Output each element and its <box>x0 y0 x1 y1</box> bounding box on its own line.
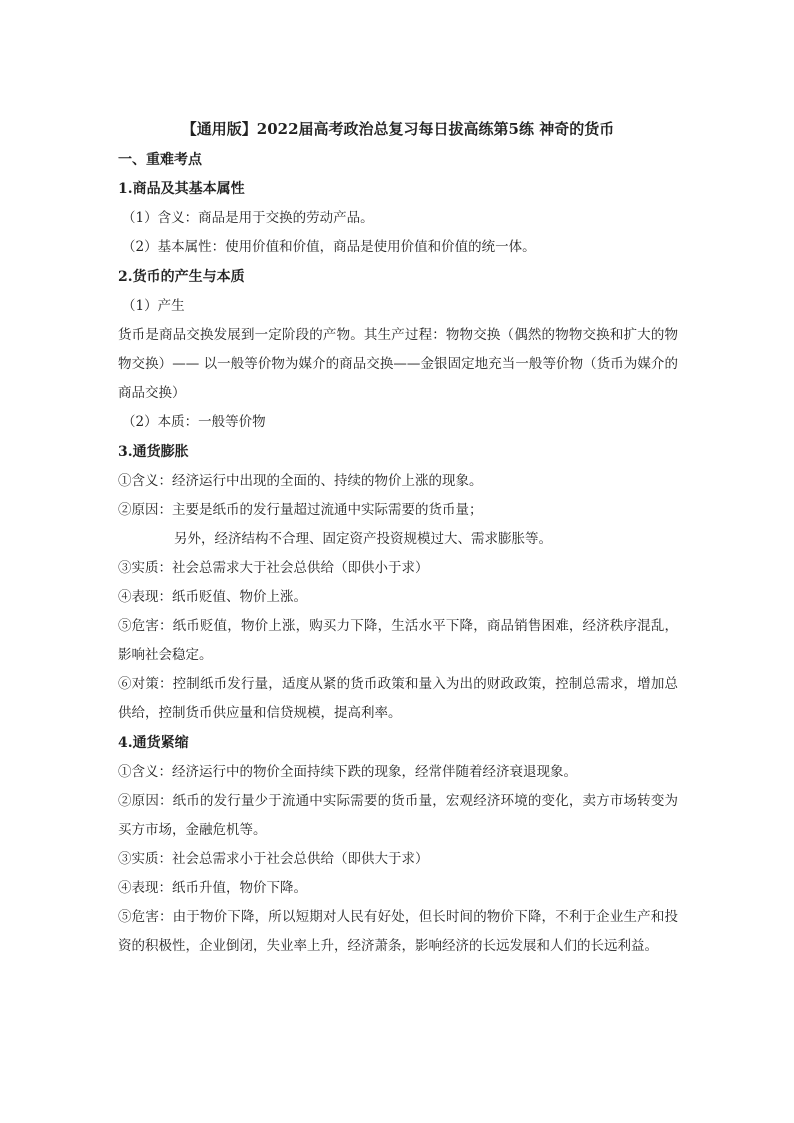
currency-essence: （2）本质：一般等价物 <box>122 414 266 430</box>
deflation-harm: ⑤危害：由于物价下降，所以短期对人民有好处，但长时间的物价下降，不利于企业生产和投资的积极性，企业倒闭，失业率上升，经济萧条，影响经济的长远发展和人们的长远利益。 <box>118 909 678 954</box>
deflation-essence: ③实质：社会总需求小于社会总供给（即供大于求） <box>118 851 429 867</box>
deflation-cause: ②原因：纸币的发行量少于流通中实际需要的货币量，宏观经济环境的变化，卖方市场转变为买方市场，金融危机等。 <box>118 793 678 838</box>
heading-currency-origin: 2.货币的产生与本质 <box>118 269 245 285</box>
inflation-harm: ⑤危害：纸币贬值，物价上涨，购买力下降，生活水平下降，商品销售困难，经济秩序混乱，影响社会稳定。 <box>118 618 678 663</box>
heading-deflation: 4.通货紧缩 <box>118 735 189 751</box>
document-page <box>118 118 678 961</box>
inflation-cause: ②原因：主要是纸币的发行量超过流通中实际需要的货币量； <box>118 502 483 518</box>
deflation-sign: ④表现：纸币升值，物价下降。 <box>118 880 307 896</box>
deflation-meaning: ①含义：经济运行中的物价全面持续下跌的现象，经常伴随着经济衰退现象。 <box>118 764 577 780</box>
inflation-measure: ⑥对策：控制纸币发行量，适度从紧的货币政策和量入为出的财政政策，控制总需求，增加总供给，控制货币供应量和信贷规模，提高利率。 <box>118 676 678 721</box>
currency-origin-paragraph: 货币是商品交换发展到一定阶段的产物。其生产过程：物物交换（偶然的物物交换和扩大的物物交换）—— 以一般等价物为媒介的商品交换——金银固定地充当一般等价物（货币为媒介的商品交换） <box>118 327 678 401</box>
commodity-meaning: （1）含义：商品是用于交换的劳动产品。 <box>122 210 374 226</box>
heading-commodity: 1.商品及其基本属性 <box>118 181 245 197</box>
heading-inflation: 3.通货膨胀 <box>118 444 189 460</box>
inflation-cause-extra: 另外，经济结构不合理、固定资产投资规模过大、需求膨胀等。 <box>174 531 552 547</box>
inflation-essence: ③实质：社会总需求大于社会总供给（即供小于求） <box>118 560 429 576</box>
currency-origin-label: （1）产生 <box>122 298 185 314</box>
inflation-sign: ④表现：纸币贬值、物价上涨。 <box>118 589 307 605</box>
inflation-meaning: ①含义：经济运行中出现的全面的、持续的物价上涨的现象。 <box>118 473 483 489</box>
section-heading-key-points: 一、重难考点 <box>118 152 202 168</box>
commodity-attributes: （2）基本属性：使用价值和价值，商品是使用价值和价值的统一体。 <box>122 239 536 255</box>
document-title: 【通用版】2022届高考政治总复习每日拔高练第5练 神奇的货币 <box>181 120 615 138</box>
